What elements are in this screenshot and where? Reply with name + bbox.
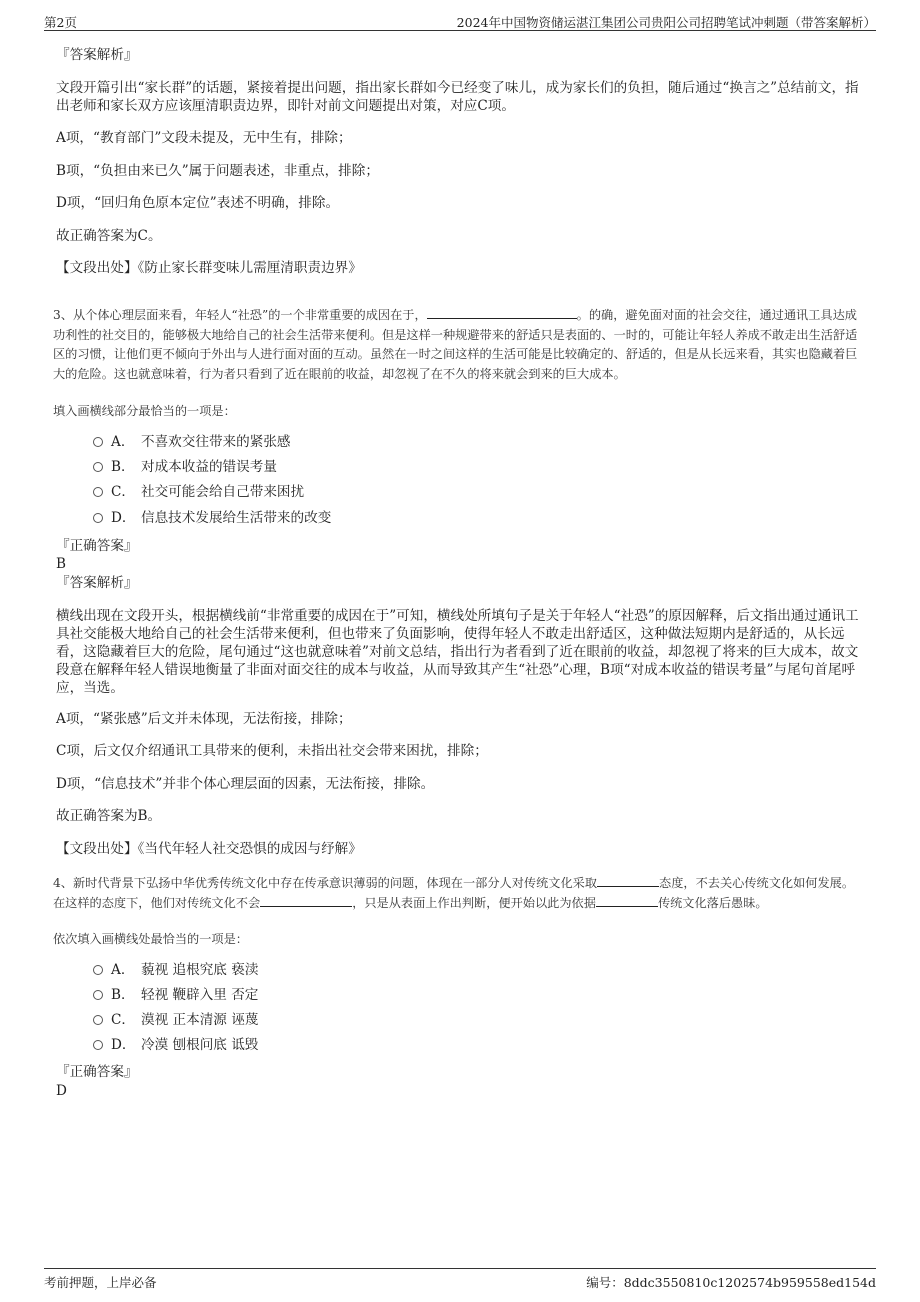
- q4-option-d[interactable]: D． 冷漠 刨根问底 诋毁: [93, 1035, 258, 1055]
- q4-blank-3[interactable]: [596, 894, 658, 907]
- q4-option-a[interactable]: A． 藐视 追根究底 亵渎: [93, 960, 258, 980]
- q2-note-a: A项，“教育部门”文段未提及，无中生有，排除；: [56, 130, 352, 146]
- radio-icon[interactable]: [93, 513, 103, 523]
- q3-conclusion: 故正确答案为B。: [56, 808, 162, 824]
- q3-source: 【文段出处】《当代年轻人社交恐惧的成因与纾解》: [56, 841, 362, 857]
- document-title: 2024年中国物资储运湛江集团公司贵阳公司招聘笔试冲刺题（带答案解析）: [456, 15, 876, 30]
- q2-note-d: D项，“回归角色原本定位”表述不明确，排除。: [56, 195, 340, 211]
- q2-source: 【文段出处】《防止家长群变味儿需厘清职责边界》: [56, 260, 362, 276]
- radio-icon[interactable]: [93, 487, 103, 497]
- q3-answer-label: 『正确答案』: [56, 538, 138, 554]
- q3-stem: 3、从个体心理层面来看，年轻人“社恐”的一个非常重要的成因在于， 。的确，避免面对面的社会交往，通过通讯工具达成功利性的社交目的，能够极大地给自己的社会生活带来便利。但是这样一种规避带来的舒适只是表面的、一时的，可能让年轻人养成不敢走出生活舒适区的习惯，让他们更不倾向于外出与人进行面对面的互动。虽然在一时之间这样的生活可能是比较确定的、舒适的，但是从长远来看，其实也隐藏着巨大的危险。这也就意味着，行为者只看到了近在眼前的收益，却忽视了在不久的将来就会到来的巨大成本。: [53, 308, 858, 381]
- q3-prompt: 填入画横线部分最恰当的一项是：: [53, 404, 236, 418]
- footer-slogan: 考前押题，上岸必备: [44, 1275, 157, 1290]
- q3-blank[interactable]: [427, 306, 577, 319]
- radio-icon[interactable]: [93, 965, 103, 975]
- q2-note-b: B项，“负担由来已久”属于问题表述，非重点，排除；: [56, 163, 379, 179]
- q3-answer: B: [56, 556, 66, 572]
- q3-option-b[interactable]: B． 对成本收益的错误考量: [93, 457, 277, 477]
- footer-code: 编号：8ddc3550810c1202574b959558ed154d: [586, 1275, 876, 1290]
- q3-option-d[interactable]: D． 信息技术发展给生活带来的改变: [93, 508, 331, 528]
- q4-blank-1[interactable]: [597, 874, 659, 887]
- page-number: 第2页: [44, 15, 77, 30]
- page-header: [44, 10, 876, 31]
- q4-option-b[interactable]: B． 轻视 鞭辟入里 否定: [93, 985, 258, 1005]
- q4-prompt: 依次填入画横线处最恰当的一项是：: [53, 932, 248, 946]
- radio-icon[interactable]: [93, 990, 103, 1000]
- q3-analysis-text: 横线出现在文段开头，根据横线前“非常重要的成因在于”可知，横线处所填句子是关于年轻人“社恐”的原因解释，后文指出通过通讯工具社交能极大地给自己的社会生活带来便利，但也带来了负面影响，使得年轻人不敢走出舒适区，这种做法短期内是舒适的，从长远看，这隐藏着巨大的危险，尾句通过“这也就意味着”对前文总结，指出行为者看到了近在眼前的收益，却忽视了将来的巨大成本，故文段意在解释年轻人错误地衡量了非面对面交往的成本与收益，从而导致其产生“社恐”心理，B项“对成本收益的错误考量”与尾句首尾呼应，当选。: [56, 608, 859, 696]
- radio-icon[interactable]: [93, 1040, 103, 1050]
- q3-option-c[interactable]: C． 社交可能会给自己带来困扰: [93, 482, 304, 502]
- q2-analysis-text: 文段开篇引出“家长群”的话题，紧接着提出问题，指出家长群如今已经变了味儿，成为家长们的负担，随后通过“换言之”总结前文，指出老师和家长双方应该厘清职责边界，即针对前文问题提出对策，对应C项。: [56, 80, 859, 114]
- q4-stem: 4、新时代背景下弘扬中华优秀传统文化中存在传承意识薄弱的问题，体现在一部分人对传统文化采取 态度，不去关心传统文化如何发展。在这样的态度下，他们对传统文化不会 ，只是从表面上作出判断，便开始以此为依据 传统文化落后愚昧。: [53, 876, 855, 910]
- q3-note-a: A项，“紧张感”后文并未体现，无法衔接，排除；: [56, 711, 352, 727]
- q4-answer: D: [56, 1083, 67, 1099]
- q3-option-a[interactable]: A． 不喜欢交往带来的紧张感: [93, 432, 291, 452]
- radio-icon[interactable]: [93, 462, 103, 472]
- q2-conclusion: 故正确答案为C。: [56, 228, 162, 244]
- q2-analysis-label: 『答案解析』: [56, 47, 138, 63]
- radio-icon[interactable]: [93, 437, 103, 447]
- radio-icon[interactable]: [93, 1015, 103, 1025]
- q4-option-c[interactable]: C． 漠视 正本清源 诬蔑: [93, 1010, 258, 1030]
- q3-note-c: C项，后文仅介绍通讯工具带来的便利，未指出社交会带来困扰，排除；: [56, 743, 488, 759]
- q3-analysis-label: 『答案解析』: [56, 575, 138, 591]
- page-footer: [44, 1268, 876, 1293]
- q4-answer-label: 『正确答案』: [56, 1064, 138, 1080]
- q3-note-d: D项，“信息技术”并非个体心理层面的因素，无法衔接，排除。: [56, 776, 435, 792]
- q4-blank-2[interactable]: [260, 894, 352, 907]
